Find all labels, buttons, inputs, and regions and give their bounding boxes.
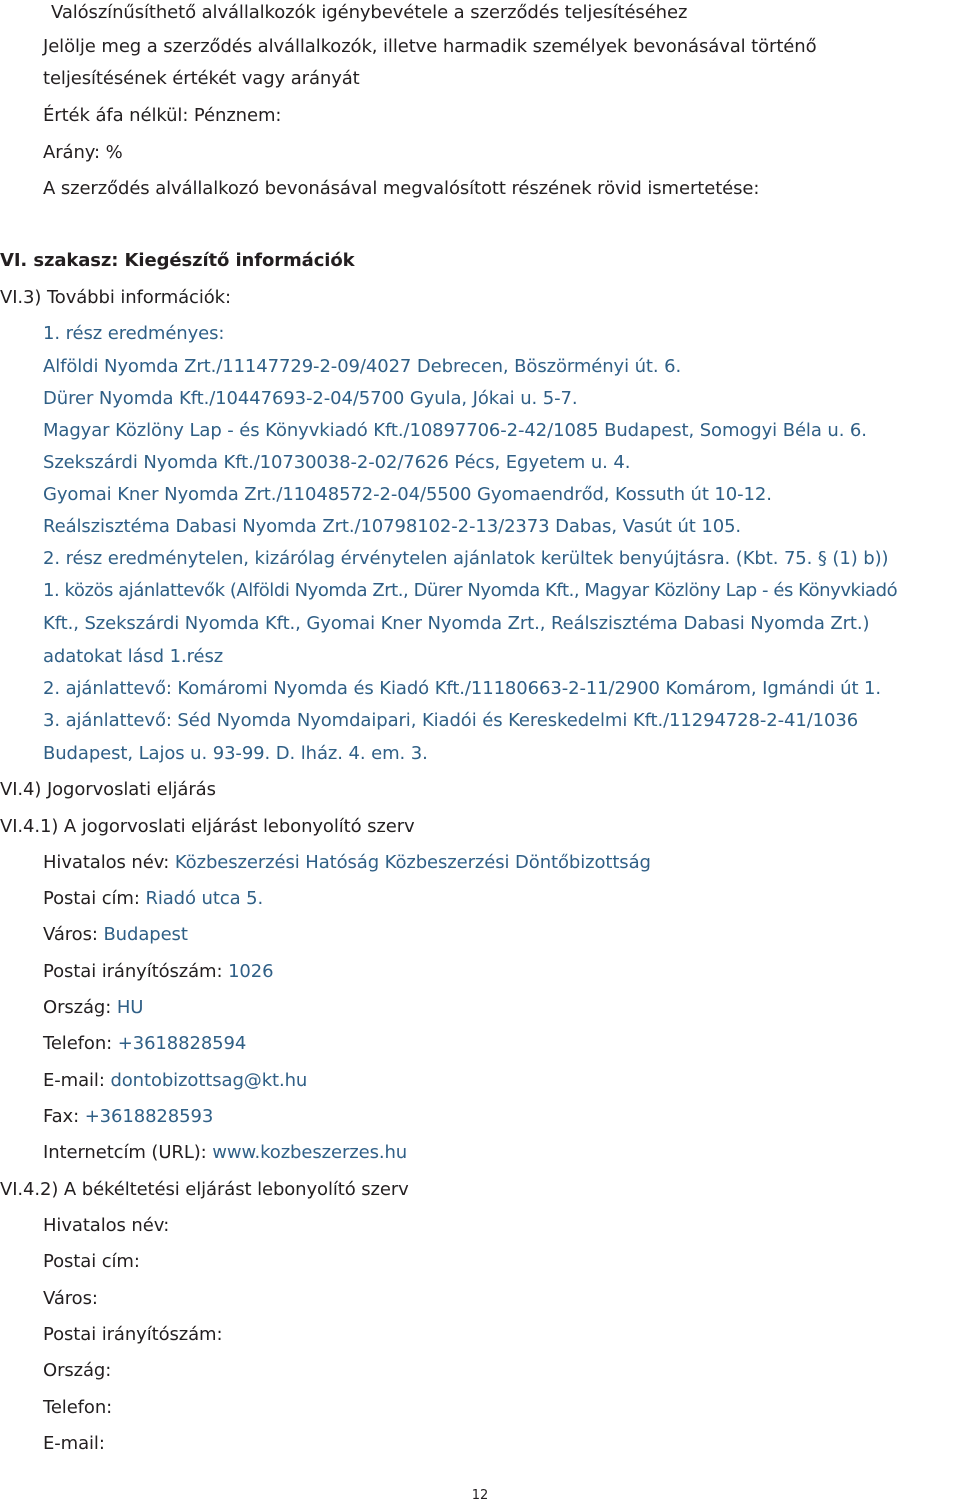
vi3-line: Szekszárdi Nyomda Kft./10730038-2-02/7626 Pécs, Egyetem u. 4. bbox=[43, 452, 631, 473]
vi3-line: Gyomai Kner Nyomda Zrt./11048572-2-04/5500 Gyomaendrőd, Kossuth út 10-12. bbox=[43, 484, 772, 505]
vi3-line: Reálszisztéma Dabasi Nyomda Zrt./10798102-2-13/2373 Dabas, Vasút út 105. bbox=[43, 516, 742, 537]
city-value: Budapest bbox=[103, 924, 188, 945]
vi3-line: Budapest, Lajos u. 93-99. D. lház. 4. em. 3. bbox=[43, 743, 428, 764]
phone-value: +3618828594 bbox=[117, 1033, 247, 1054]
country-value: HU bbox=[116, 997, 144, 1018]
vi3-title: VI.3) További információk: bbox=[0, 287, 231, 308]
url-value[interactable]: www.kozbeszerzes.hu bbox=[212, 1142, 408, 1163]
vi3-line: 1. közös ajánlattevők (Alföldi Nyomda Zrt., Dürer Nyomda Kft., Magyar Közlöny Lap - és Könyvkiadó bbox=[43, 580, 898, 601]
zip-row bbox=[43, 959, 273, 985]
url-row bbox=[43, 1140, 407, 1166]
page-number: 12 bbox=[471, 1488, 489, 1503]
fax-label: Fax: bbox=[43, 1106, 80, 1127]
official-name-label: Hivatalos név: bbox=[43, 852, 170, 873]
email-value[interactable]: dontobizottsag@kt.hu bbox=[110, 1070, 308, 1091]
url-label: Internetcím (URL): bbox=[43, 1142, 207, 1163]
mediation-address-label: Postai cím: bbox=[43, 1251, 140, 1272]
city-row bbox=[43, 922, 188, 948]
country-label: Ország: bbox=[43, 997, 112, 1018]
country-row bbox=[43, 995, 143, 1021]
official-name-value: Közbeszerzési Hatóság Közbeszerzési Döntőbizottság bbox=[174, 852, 651, 873]
mediation-country-label: Ország: bbox=[43, 1360, 112, 1381]
vi3-line: 2. rész eredménytelen, kizárólag érvénytelen ajánlatok kerültek benyújtásra. (Kbt. 75. § (1) b)) bbox=[43, 548, 889, 569]
fax-row bbox=[43, 1104, 213, 1130]
mediation-email-label: E-mail: bbox=[43, 1433, 105, 1454]
vi3-line: 2. ajánlattevő: Komáromi Nyomda és Kiadó Kft./11180663-2-11/2900 Komárom, Igmándi út 1. bbox=[43, 678, 882, 699]
fax-value: +3618828593 bbox=[84, 1106, 214, 1127]
postal-address-label: Postai cím: bbox=[43, 888, 140, 909]
phone-row bbox=[43, 1031, 246, 1057]
mediation-city-label: Város: bbox=[43, 1288, 98, 1309]
postal-address-value: Riadó utca 5. bbox=[145, 888, 264, 909]
subcontract-description-label: A szerződés alvállalkozó bevonásával megvalósított részének rövid ismertetése: bbox=[43, 178, 760, 199]
value-currency-label: Érték áfa nélkül: Pénznem: bbox=[43, 105, 282, 126]
city-label: Város: bbox=[43, 924, 98, 945]
mediation-phone-label: Telefon: bbox=[43, 1397, 113, 1418]
vi4-title: VI.4) Jogorvoslati eljárás bbox=[0, 779, 216, 800]
email-row bbox=[43, 1068, 307, 1094]
vi3-line: Dürer Nyomda Kft./10447693-2-04/5700 Gyula, Jókai u. 5-7. bbox=[43, 388, 578, 409]
zip-value: 1026 bbox=[228, 961, 274, 982]
vi3-line: Alföldi Nyomda Zrt./11147729-2-09/4027 Debrecen, Böszörményi út. 6. bbox=[43, 356, 682, 377]
mediation-zip-label: Postai irányítószám: bbox=[43, 1324, 223, 1345]
section-title: VI. szakasz: Kiegészítő információk bbox=[0, 250, 355, 271]
postal-address-row bbox=[43, 886, 263, 912]
vi3-line: Magyar Közlöny Lap - és Könyvkiadó Kft./10897706-2-42/1085 Budapest, Somogyi Béla u. 6. bbox=[43, 420, 867, 441]
subcontractor-instruction-line-2: teljesítésének értékét vagy arányát bbox=[43, 68, 360, 89]
mediation-name-label: Hivatalos név: bbox=[43, 1215, 170, 1236]
vi41-title: VI.4.1) A jogorvoslati eljárást lebonyolító szerv bbox=[0, 816, 415, 837]
ratio-label: Arány: % bbox=[43, 142, 123, 163]
email-label: E-mail: bbox=[43, 1070, 105, 1091]
zip-label: Postai irányítószám: bbox=[43, 961, 223, 982]
vi3-line: Kft., Szekszárdi Nyomda Kft., Gyomai Kner Nyomda Zrt., Reálszisztéma Dabasi Nyomda Zrt.) bbox=[43, 613, 870, 634]
vi3-line: 1. rész eredményes: bbox=[43, 323, 225, 344]
subcontractor-heading: Valószínűsíthető alvállalkozók igénybevétele a szerződés teljesítéséhez bbox=[51, 2, 688, 23]
subcontractor-instruction-line-1: Jelölje meg a szerződés alvállalkozók, illetve harmadik személyek bevonásával történő bbox=[43, 36, 817, 57]
vi3-line: 3. ajánlattevő: Séd Nyomda Nyomdaipari, Kiadói és Kereskedelmi Kft./11294728-2-41/1036 bbox=[43, 710, 859, 731]
vi3-line: adatokat lásd 1.rész bbox=[43, 646, 224, 667]
official-name-row bbox=[43, 850, 651, 876]
vi42-title: VI.4.2) A békéltetési eljárást lebonyolító szerv bbox=[0, 1179, 409, 1200]
phone-label: Telefon: bbox=[43, 1033, 113, 1054]
